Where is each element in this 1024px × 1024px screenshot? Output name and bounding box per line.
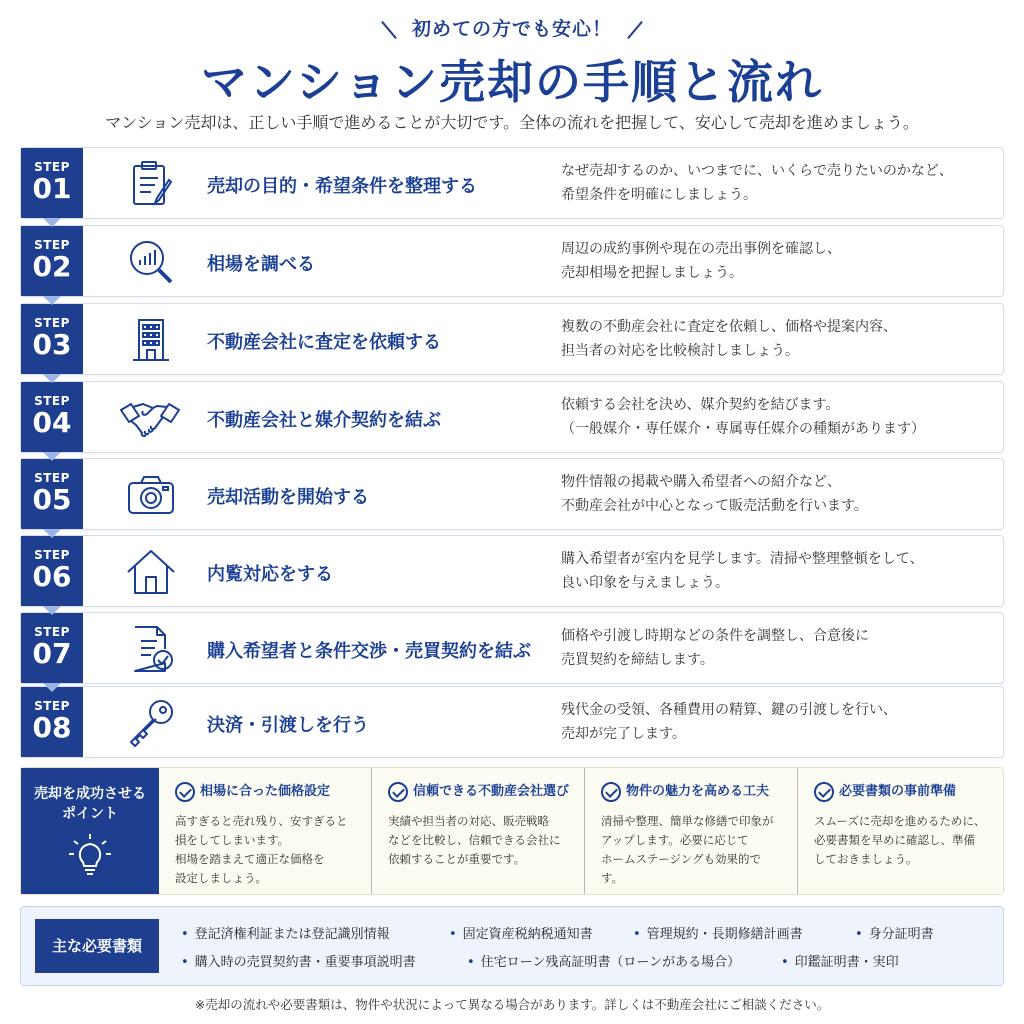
step-title: 不動産会社と媒介契約を結ぶ: [207, 410, 441, 431]
point-description: [814, 812, 989, 869]
step-label: STEP: [34, 238, 70, 252]
point-line: スムーズに売却を進めるために、: [814, 813, 986, 828]
step-description-line: 物件情報の掲載や購入希望者への紹介など、: [561, 474, 841, 490]
step-description-line: 複数の不動産会社に査定を依頼し、価格や提案内容、: [561, 319, 897, 335]
step-arrow: [43, 374, 61, 383]
required-documents-panel: [20, 906, 1004, 986]
footnote: ※売却の流れや必要書類は、物件や状況によって異なる場合があります。詳しくは不動産会社にご相談ください。: [194, 997, 830, 1012]
point-title-text: 相場に合った価格設定: [200, 784, 331, 799]
step-description-line: 価格や引渡し時期などの条件を調整し、合意後に: [561, 628, 869, 644]
step-description: [561, 624, 1001, 672]
step-05: [20, 458, 1004, 530]
point-line: アップします。必要に応じて: [601, 832, 749, 847]
lightbulb-icon: [66, 832, 114, 880]
point-documents: [797, 768, 1003, 894]
intro-text: マンション売却は、正しい手順で進めることが大切です。全体の流れを把握して、安心して売却を進めましょう。: [105, 113, 919, 132]
step-title: 不動産会社に査定を依頼する: [207, 332, 441, 353]
step-label: STEP: [34, 316, 70, 330]
point-title-text: 物件の魅力を高める工夫: [626, 784, 770, 799]
document-item: • 住宅ローン残高証明書（ローンがある場合）: [467, 951, 740, 970]
point-line: 損をしてしまいます。: [175, 832, 290, 847]
step-title: 相場を調べる: [207, 254, 315, 275]
point-line: 清掃や整理、簡単な修繕で印象が: [601, 813, 774, 828]
step-description: [561, 393, 1001, 441]
step-08: [20, 686, 1004, 758]
point-line: などを比較し、信頼できる会社に: [388, 832, 561, 847]
point-title: [175, 780, 357, 802]
step-description-line: 周辺の成約事例や現在の売出事例を確認し、: [561, 241, 841, 257]
check-circle-icon: [814, 782, 834, 802]
step-label: STEP: [34, 471, 70, 485]
step-title: 売却の目的・希望条件を整理する: [207, 176, 477, 197]
step-07: [20, 612, 1004, 684]
point-line: 必要書類を早めに確認し、準備: [814, 832, 975, 847]
point-title-text: 必要書類の事前準備: [839, 784, 957, 799]
step-03: [20, 303, 1004, 375]
step-badge: [21, 536, 83, 606]
step-title: 決済・引渡しを行う: [207, 715, 369, 736]
point-line: 相場を踏まえて適正な価格を: [175, 851, 325, 866]
step-badge: [21, 226, 83, 296]
step-description: [561, 237, 1001, 285]
step-description-line: 売却相場を把握しましょう。: [561, 265, 743, 281]
clipboard-icon: [125, 158, 177, 210]
points-heading-line: 売却を成功させる: [34, 786, 146, 802]
step-badge: [21, 382, 83, 452]
house-icon: [125, 546, 177, 598]
document-item: • 印鑑証明書・実印: [781, 951, 899, 970]
step-badge: [21, 613, 83, 683]
step-description-line: 希望条件を明確にしましょう。: [561, 187, 757, 203]
step-badge: [21, 459, 83, 529]
key-icon: [125, 697, 177, 749]
step-badge: [21, 687, 83, 757]
step-description-line: 残代金の受領、各種費用の精算、鍵の引渡しを行い、: [561, 702, 897, 718]
step-arrow: [43, 683, 61, 692]
step-description-line: 良い印象を与えましょう。: [561, 575, 729, 591]
step-label: STEP: [34, 625, 70, 639]
step-number: 04: [32, 406, 72, 439]
step-description-line: 不動産会社が中心となって販売活動を行います。: [561, 498, 868, 514]
step-label: STEP: [34, 699, 70, 713]
step-number: 06: [32, 560, 72, 593]
step-description: [561, 159, 1001, 207]
step-arrow: [43, 529, 61, 538]
step-arrow: [43, 452, 61, 461]
slash-right-decoration: [627, 20, 643, 38]
check-circle-icon: [601, 782, 621, 802]
step-number: 02: [32, 250, 72, 283]
step-description-line: 購入希望者が室内を見学します。清掃や整理整頓をして、: [561, 551, 924, 567]
point-line: しておきましょう。: [814, 851, 918, 866]
point-line: 高すぎると売れ残り、安すぎると: [175, 813, 348, 828]
step-arrow: [43, 606, 61, 615]
step-number: 08: [32, 711, 72, 744]
step-badge: [21, 304, 83, 374]
chart-magnifier-icon: [125, 236, 177, 288]
step-description-line: 売却が完了します。: [561, 726, 686, 742]
points-heading-line: ポイント: [62, 806, 118, 822]
step-description: [561, 470, 1001, 518]
step-description-line: （一般媒介・専任媒介・専属専任媒介の種類があります）: [561, 421, 925, 437]
point-description: [175, 812, 357, 888]
step-arrow: [43, 218, 61, 227]
point-pricing: [159, 768, 371, 894]
document-item: • 管理規約・長期修繕計画書: [633, 923, 803, 942]
step-description-line: 依頼する会社を決め、媒介契約を結びます。: [561, 397, 840, 413]
check-circle-icon: [175, 782, 195, 802]
step-description-line: 担当者の対応を比較検討しましょう。: [561, 343, 799, 359]
document-item: • 固定資産税納税通知書: [449, 923, 593, 942]
slash-left-decoration: [381, 20, 397, 38]
step-description: [561, 547, 1001, 595]
document-item: • 購入時の売買契約書・重要事項説明書: [181, 951, 416, 970]
document-item: • 身分証明書: [855, 923, 934, 942]
step-01: [20, 147, 1004, 219]
point-line: 実績や担当者の対応、販売戦略: [388, 813, 549, 828]
point-line: ホームステージングも効果的です。: [601, 851, 762, 885]
point-title: [814, 780, 989, 802]
point-title: [388, 780, 570, 802]
step-02: [20, 225, 1004, 297]
camera-icon: [125, 469, 177, 521]
kicker: [0, 14, 1024, 41]
step-description-line: 売買契約を締結します。: [561, 652, 714, 668]
step-06: [20, 535, 1004, 607]
step-04: [20, 381, 1004, 453]
point-description: [601, 812, 783, 888]
step-number: 07: [32, 637, 72, 670]
step-label: STEP: [34, 548, 70, 562]
point-title: [601, 780, 783, 802]
kicker-text: 初めての方でも安心！: [411, 18, 612, 40]
points-side-label: [21, 768, 159, 894]
point-agency: [371, 768, 584, 894]
step-badge: [21, 148, 83, 218]
step-title: 内覧対応をする: [207, 564, 333, 585]
step-title: 購入希望者と条件交渉・売買契約を結ぶ: [207, 641, 531, 662]
step-description-line: なぜ売却するのか、いつまでに、いくらで売りたいのかなど、: [561, 163, 953, 179]
point-line: 設定しましょう。: [175, 870, 267, 885]
step-number: 03: [32, 328, 72, 361]
step-number: 01: [32, 172, 72, 205]
step-description: [561, 698, 1001, 746]
step-label: STEP: [34, 160, 70, 174]
step-arrow: [43, 296, 61, 305]
handshake-icon: [119, 392, 181, 444]
building-icon: [125, 314, 177, 366]
document-item: • 登記済権利証または登記識別情報: [181, 923, 390, 942]
step-title: 売却活動を開始する: [207, 487, 369, 508]
document-check-icon: [125, 623, 177, 675]
point-line: 依頼することが重要です。: [388, 851, 526, 866]
check-circle-icon: [388, 782, 408, 802]
step-description: [561, 315, 1001, 363]
point-appeal: [584, 768, 797, 894]
success-points-panel: [20, 767, 1004, 895]
page-title: マンション売却の手順と流れ: [201, 55, 823, 109]
step-label: STEP: [34, 394, 70, 408]
point-title-text: 信頼できる不動産会社選び: [413, 784, 570, 799]
step-number: 05: [32, 483, 72, 516]
page-header: [0, 0, 1024, 146]
point-description: [388, 812, 570, 869]
documents-label: 主な必要書類: [35, 919, 159, 973]
